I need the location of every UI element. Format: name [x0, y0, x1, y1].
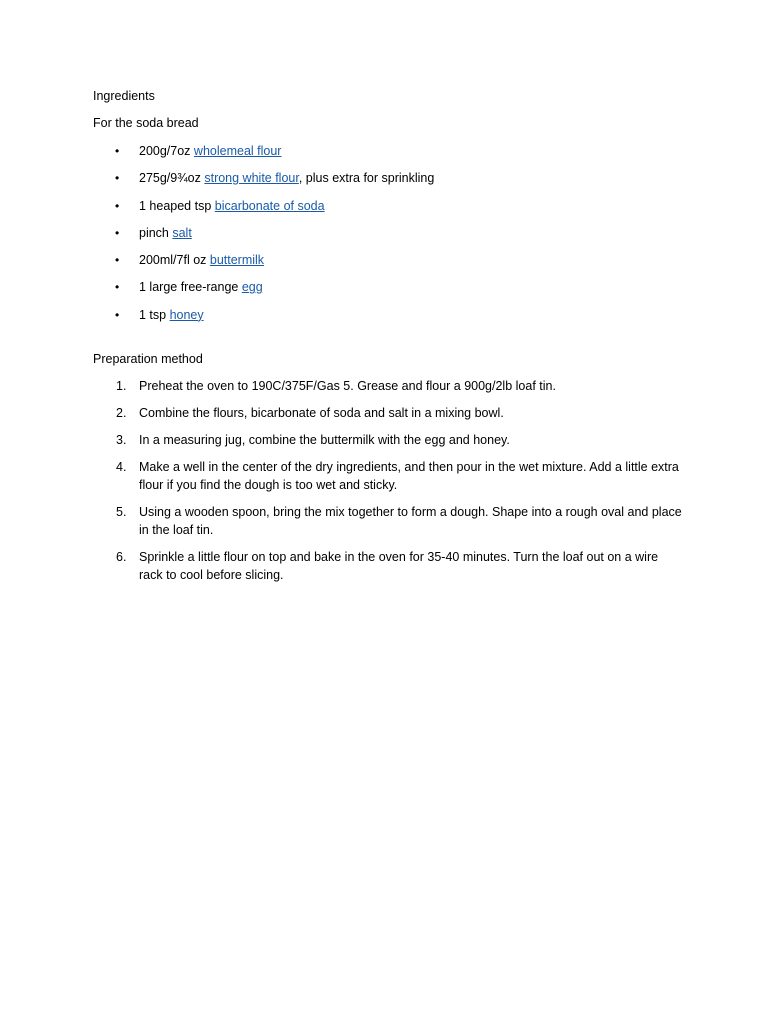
ingredient-item: [93, 169, 683, 187]
bullet-icon: •: [115, 225, 120, 240]
ingredient-link[interactable]: buttermilk: [209, 253, 265, 268]
ingredient-item: [93, 142, 683, 160]
ingredient-note: , plus extra for sprinkling: [298, 171, 435, 186]
ingredient-link[interactable]: egg: [241, 280, 263, 295]
ingredient-quantity: 275g/9¾oz: [139, 171, 205, 186]
method-step: [93, 404, 683, 422]
ingredient-link[interactable]: bicarbonate of soda: [214, 198, 325, 213]
method-step: [93, 503, 683, 539]
ingredient-item: [93, 306, 683, 324]
step-text: Combine the flours, bicarbonate of soda and salt in a mixing bowl.: [139, 405, 504, 420]
preparation-method-heading: Preparation method: [93, 351, 203, 366]
ingredient-link[interactable]: wholemeal flour: [193, 144, 282, 158]
step-text: Sprinkle a little flour on top and bake in the oven for 35-40 minutes. Turn the loaf out on a wire rack to cool before slicing.: [139, 549, 659, 582]
ingredient-quantity: pinch: [139, 225, 173, 240]
bullet-icon: •: [115, 198, 120, 213]
ingredient-quantity: 1 heaped tsp: [139, 198, 215, 213]
soda-bread-subheading: For the soda bread: [93, 116, 199, 130]
ingredient-quantity: 200g/7oz: [139, 144, 194, 158]
ingredient-link[interactable]: strong white flour: [204, 171, 299, 186]
ingredient-link[interactable]: honey: [169, 307, 204, 322]
method-step: [93, 431, 683, 449]
bullet-icon: •: [115, 307, 120, 322]
ingredient-quantity: 1 large free-range: [139, 280, 242, 295]
step-number: 4.: [116, 459, 127, 474]
bullet-icon: •: [115, 144, 120, 158]
step-number: 5.: [116, 504, 127, 519]
step-number: 2.: [116, 405, 127, 420]
step-text: Using a wooden spoon, bring the mix together to form a dough. Shape into a rough oval and place in the loaf tin.: [139, 504, 682, 537]
ingredients-list: [93, 142, 683, 324]
bullet-icon: •: [115, 171, 120, 186]
ingredients-heading: Ingredients: [93, 89, 155, 103]
step-text: Preheat the oven to 190C/375F/Gas 5. Grease and flour a 900g/2lb loaf tin.: [139, 378, 556, 393]
method-step: [93, 548, 683, 584]
step-number: 6.: [116, 549, 127, 564]
ingredient-link[interactable]: salt: [172, 225, 192, 240]
ingredient-item: [93, 251, 683, 269]
bullet-icon: •: [115, 253, 120, 268]
ingredient-item: [93, 197, 683, 215]
step-number: 3.: [116, 432, 127, 447]
ingredient-quantity: 1 tsp: [139, 307, 170, 322]
ingredient-quantity: 200ml/7fl oz: [139, 253, 210, 268]
bullet-icon: •: [115, 280, 120, 295]
ingredient-item: [93, 224, 683, 242]
step-text: In a measuring jug, combine the buttermilk with the egg and honey.: [139, 432, 510, 447]
method-steps-list: [93, 377, 683, 584]
ingredient-item: [93, 278, 683, 296]
method-step: [93, 458, 683, 494]
step-number: 1.: [116, 378, 127, 393]
step-text: Make a well in the center of the dry ingredients, and then pour in the wet mixture. Add a little extra flour if you find the dough is too wet and sticky.: [139, 459, 679, 492]
method-step: [93, 377, 683, 395]
document-page: [93, 87, 683, 593]
